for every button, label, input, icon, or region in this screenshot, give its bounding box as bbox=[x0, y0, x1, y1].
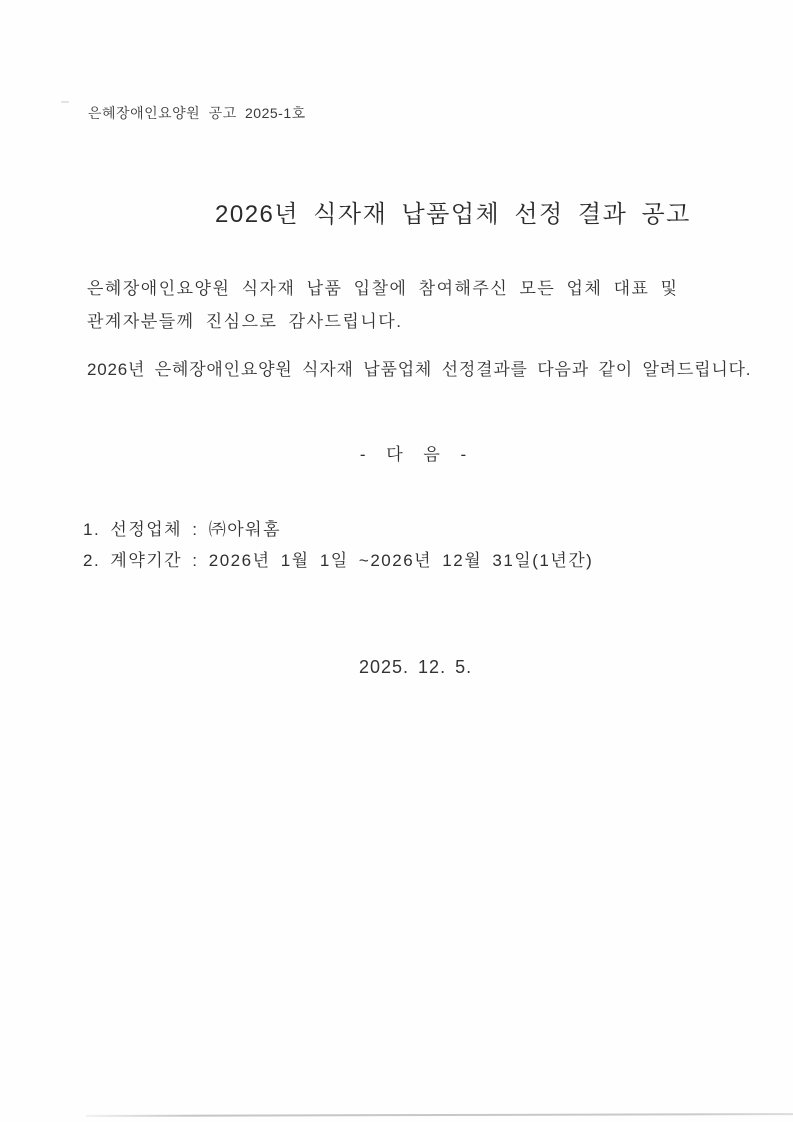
section-divider: - 다 음 - bbox=[359, 445, 471, 464]
page-title: 2026년 식자재 납품업체 선정 결과 공고 bbox=[215, 201, 691, 228]
greeting-paragraph bbox=[87, 272, 707, 338]
signature-row bbox=[0, 905, 793, 1035]
result-list bbox=[83, 514, 593, 576]
greeting-line-2: 관계자분들께 진심으로 감사드립니다. bbox=[87, 312, 403, 331]
issue-date: 2025. 12. 5. bbox=[359, 657, 473, 677]
list-item-contract-period: 2. 계약기간 : 2026년 1월 1일 ~2026년 12월 31일(1년간) bbox=[83, 551, 594, 570]
list-item-selected-vendor: 1. 선정업체 : ㈜아워홈 bbox=[83, 520, 282, 539]
announcement-paragraph: 2026년 은혜장애인요양원 식자재 납품업체 선정결과를 다음과 같이 알려드립니다. bbox=[87, 360, 752, 379]
scan-artifact-speck bbox=[61, 101, 69, 103]
doc-number: 은혜장애인요양원 공고 2025-1호 bbox=[88, 105, 306, 121]
greeting-line-1: 은혜장애인요양원 식자재 납품 입찰에 참여해주신 모든 업체 대표 및 bbox=[87, 279, 679, 298]
scan-artifact-line bbox=[86, 1113, 793, 1116]
